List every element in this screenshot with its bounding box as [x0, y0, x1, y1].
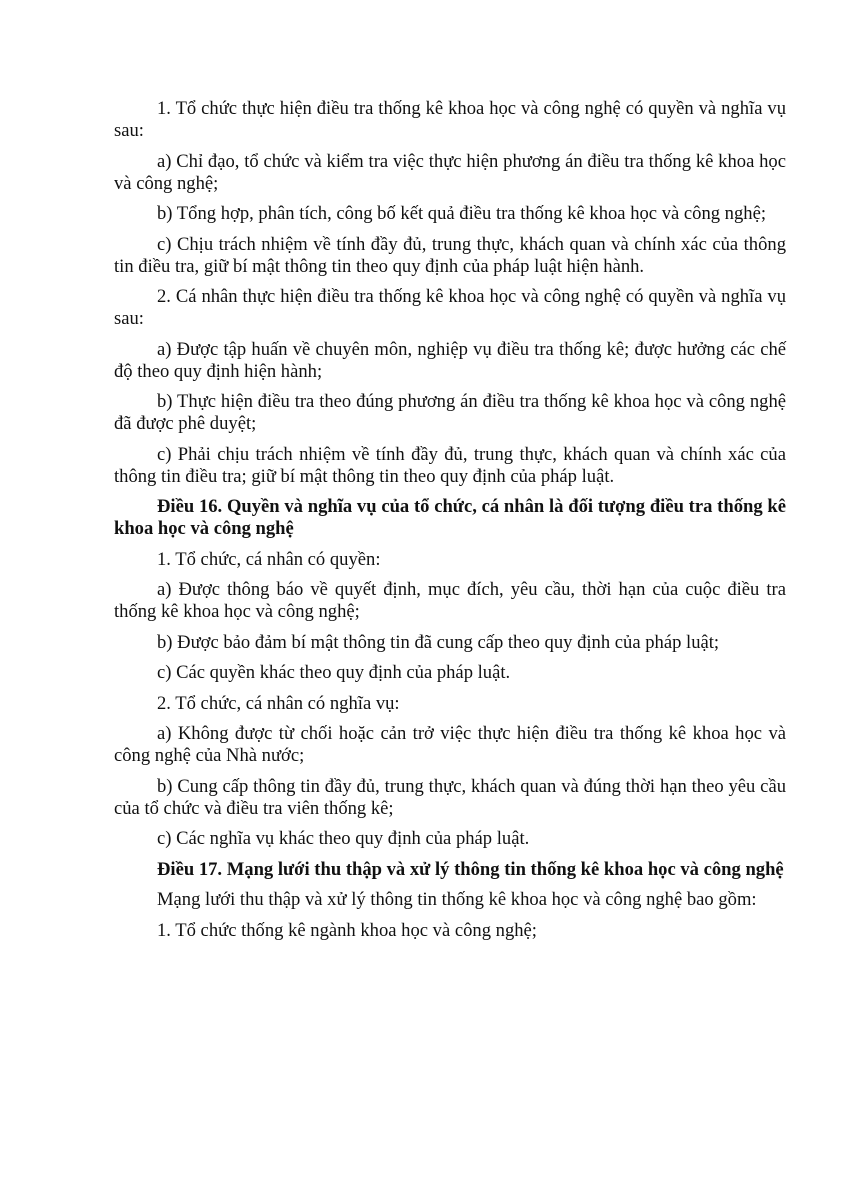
article-16-paragraph-2c: c) Các nghĩa vụ khác theo quy định của pháp luật.: [157, 828, 530, 849]
article-17-heading: Điều 17. Mạng lưới thu thập và xử lý thông tin thống kê khoa học và công nghệ: [157, 858, 784, 880]
article-16-paragraph-2b: b) Cung cấp thông tin đầy đủ, trung thực, khách quan và đúng thời hạn theo yêu cầu của tổ chức và điều tra viên thống kê;: [114, 775, 786, 819]
article-17-paragraph-1: 1. Tổ chức thống kê ngành khoa học và công nghệ;: [157, 919, 537, 941]
paragraph-2a: a) Được tập huấn về chuyên môn, nghiệp vụ điều tra thống kê; được hưởng các chế độ theo quy định hiện hành;: [114, 338, 786, 382]
paragraph-1: 1. Tổ chức thực hiện điều tra thống kê khoa học và công nghệ có quyền và nghĩa vụ sau:: [114, 98, 786, 141]
paragraph-2: 2. Cá nhân thực hiện điều tra thống kê khoa học và công nghệ có quyền và nghĩa vụ sau:: [114, 286, 786, 329]
article-16-paragraph-1a: a) Được thông báo về quyết định, mục đích, yêu cầu, thời hạn của cuộc điều tra thống kê khoa học và công nghệ;: [114, 579, 786, 622]
paragraph-1a: a) Chỉ đạo, tổ chức và kiểm tra việc thực hiện phương án điều tra thống kê khoa học và công nghệ;: [114, 150, 786, 194]
paragraph-1b: b) Tổng hợp, phân tích, công bố kết quả điều tra thống kê khoa học và công nghệ;: [157, 203, 766, 224]
paragraph-2c: c) Phải chịu trách nhiệm về tính đầy đủ, trung thực, khách quan và chính xác của thông tin điều tra; giữ bí mật thông tin theo quy định của pháp luật.: [114, 443, 786, 487]
paragraph-1c: c) Chịu trách nhiệm về tính đầy đủ, trung thực, khách quan và chính xác của thông tin điều tra, giữ bí mật thông tin theo quy định của pháp luật hiện hành.: [114, 233, 786, 277]
document-page: [114, 98, 786, 950]
article-17-intro: Mạng lưới thu thập và xử lý thông tin thống kê khoa học và công nghệ bao gồm:: [157, 889, 757, 910]
article-16-paragraph-1: 1. Tổ chức, cá nhân có quyền:: [157, 548, 381, 570]
article-16-paragraph-2: 2. Tổ chức, cá nhân có nghĩa vụ:: [157, 692, 400, 714]
article-16-paragraph-1b: b) Được bảo đảm bí mật thông tin đã cung cấp theo quy định của pháp luật;: [157, 631, 720, 653]
paragraph-2b: b) Thực hiện điều tra theo đúng phương án điều tra thống kê khoa học và công nghệ đã được phê duyệt;: [114, 391, 786, 434]
article-16-paragraph-2a: a) Không được từ chối hoặc cản trở việc thực hiện điều tra thống kê khoa học và công nghệ của Nhà nước;: [114, 723, 786, 766]
article-16-heading: Điều 16. Quyền và nghĩa vụ của tổ chức, cá nhân là đối tượng điều tra thống kê khoa học và công nghệ: [114, 496, 786, 539]
article-16-paragraph-1c: c) Các quyền khác theo quy định của pháp luật.: [157, 662, 511, 683]
